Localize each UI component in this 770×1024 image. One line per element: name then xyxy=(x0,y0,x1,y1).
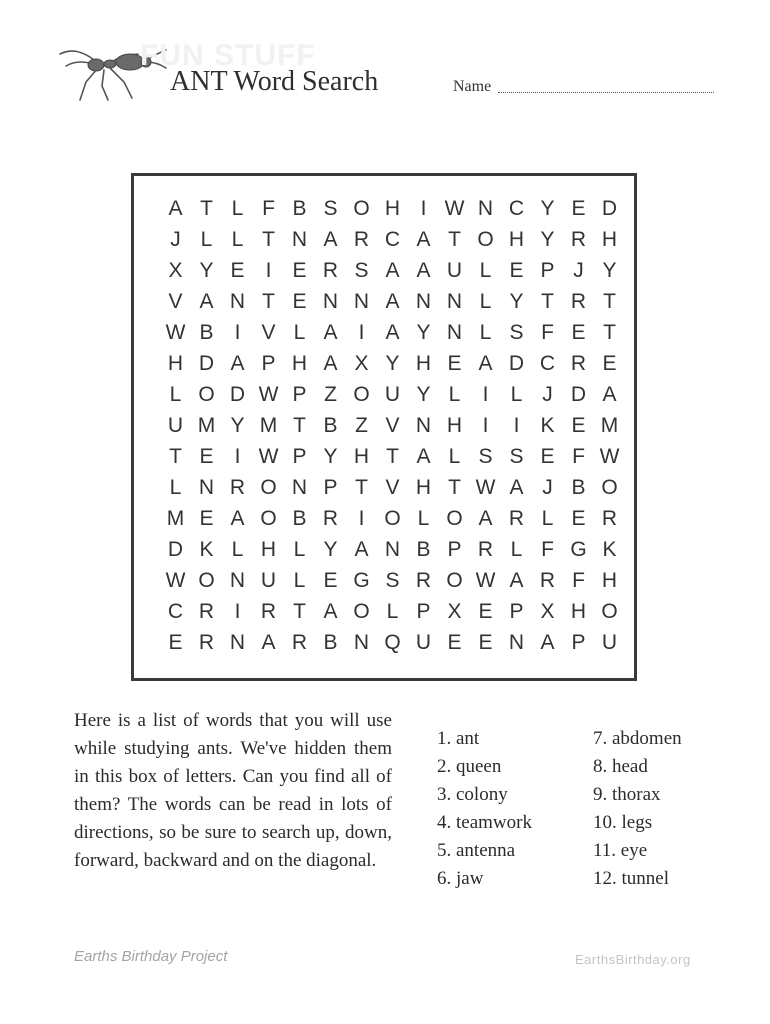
grid-letter[interactable]: I xyxy=(234,445,241,468)
word-list-item: 6. jaw xyxy=(437,868,484,889)
grid-letter[interactable]: J xyxy=(573,259,584,282)
grid-letter[interactable]: M xyxy=(259,414,278,437)
grid-letter[interactable]: Y xyxy=(323,445,338,468)
grid-letter[interactable]: H xyxy=(353,445,370,468)
grid-letter[interactable]: R xyxy=(415,569,432,592)
grid-row xyxy=(160,565,625,596)
grid-letter[interactable]: R xyxy=(291,631,308,654)
grid-letter[interactable]: T xyxy=(200,197,213,220)
grid-letter[interactable]: G xyxy=(353,569,370,592)
grid-letter[interactable]: S xyxy=(478,445,493,468)
grid-letter[interactable]: P xyxy=(323,476,338,499)
grid-letter[interactable]: T xyxy=(262,290,275,313)
instructions-paragraph: Here is a list of words that you will use while studying ants. We've hidden them in this box of letters. Can you find all of them? The words can be read in lots of directions, so be sure to search up, down, forward, backward and on the diagonal. xyxy=(74,710,392,871)
word-list-item: 3. colony xyxy=(437,784,508,805)
grid-letter[interactable]: V xyxy=(385,414,400,437)
name-field-line[interactable] xyxy=(498,92,714,93)
grid-letter[interactable]: U xyxy=(260,569,277,592)
grid-letter[interactable]: H xyxy=(415,476,432,499)
grid-letter[interactable]: P xyxy=(416,600,431,623)
grid-letter[interactable]: M xyxy=(197,414,216,437)
grid-letter[interactable]: I xyxy=(482,383,489,406)
grid-letter[interactable]: T xyxy=(541,290,554,313)
grid-letter[interactable]: W xyxy=(475,569,496,592)
section-tag: FUN STUFF xyxy=(140,39,316,72)
grid-letter[interactable]: Y xyxy=(199,259,214,282)
grid-letter[interactable]: D xyxy=(198,352,215,375)
grid-letter[interactable]: R xyxy=(508,507,525,530)
grid-letter[interactable]: Y xyxy=(416,321,431,344)
grid-letter[interactable]: E xyxy=(571,197,586,220)
grid-letter[interactable]: B xyxy=(323,414,338,437)
grid-letter[interactable]: E xyxy=(571,507,586,530)
grid-letter[interactable]: N xyxy=(291,228,308,251)
grid-row xyxy=(160,441,625,472)
grid-letter[interactable]: A xyxy=(385,259,400,282)
grid-letter[interactable]: T xyxy=(293,414,306,437)
grid-letter[interactable]: E xyxy=(292,290,307,313)
grid-letter[interactable]: L xyxy=(479,290,492,313)
grid-letter[interactable]: C xyxy=(508,197,525,220)
grid-letter[interactable]: I xyxy=(234,600,241,623)
grid-letter[interactable]: J xyxy=(542,383,553,406)
grid-letter[interactable]: L xyxy=(386,600,399,623)
word-list-item: 1. ant xyxy=(437,728,480,749)
grid-letter[interactable]: I xyxy=(482,414,489,437)
footer-logo-text: Earths Birthday Project xyxy=(74,948,228,965)
grid-letter[interactable]: A xyxy=(509,476,524,499)
grid-letter[interactable]: X xyxy=(354,352,369,375)
grid-letter[interactable]: K xyxy=(602,538,617,561)
grid-row xyxy=(160,286,625,317)
grid-letter[interactable]: N xyxy=(415,414,432,437)
grid-letter[interactable]: T xyxy=(355,476,368,499)
grid-letter[interactable]: B xyxy=(416,538,431,561)
grid-letter[interactable]: M xyxy=(166,507,185,530)
grid-letter[interactable]: D xyxy=(167,538,184,561)
grid-row xyxy=(160,255,625,286)
grid-letter[interactable]: U xyxy=(415,631,432,654)
grid-letter[interactable]: L xyxy=(293,569,306,592)
grid-letter[interactable]: D xyxy=(601,197,618,220)
grid-letter[interactable]: N xyxy=(229,290,246,313)
word-list-item: 7. abdomen xyxy=(593,728,682,749)
grid-letter[interactable]: W xyxy=(599,445,620,468)
grid-letter[interactable]: A xyxy=(199,290,214,313)
grid-letter[interactable]: G xyxy=(570,538,587,561)
grid-letter[interactable]: U xyxy=(167,414,184,437)
grid-letter[interactable]: E xyxy=(478,600,493,623)
grid-letter[interactable]: A xyxy=(230,352,245,375)
grid-letter[interactable]: K xyxy=(199,538,214,561)
grid-letter[interactable]: B xyxy=(323,631,338,654)
grid-letter[interactable]: L xyxy=(231,538,244,561)
grid-letter[interactable]: O xyxy=(353,197,370,220)
grid-letter[interactable]: S xyxy=(354,259,369,282)
grid-letter[interactable]: I xyxy=(265,259,272,282)
grid-letter[interactable]: N xyxy=(415,290,432,313)
grid-letter[interactable]: O xyxy=(446,569,463,592)
grid-letter[interactable]: Y xyxy=(602,259,617,282)
grid-letter[interactable]: R xyxy=(198,631,215,654)
grid-letter[interactable]: L xyxy=(479,321,492,344)
grid-letter[interactable]: L xyxy=(200,228,213,251)
grid-letter[interactable]: I xyxy=(358,507,365,530)
grid-letter[interactable]: T xyxy=(448,476,461,499)
grid-letter[interactable]: R xyxy=(260,600,277,623)
grid-letter[interactable]: A xyxy=(509,569,524,592)
grid-letter[interactable]: N xyxy=(477,197,494,220)
grid-letter[interactable]: F xyxy=(572,569,585,592)
grid-letter[interactable]: Q xyxy=(384,631,401,654)
grid-letter[interactable]: H xyxy=(260,538,277,561)
grid-letter[interactable]: L xyxy=(231,197,244,220)
grid-letter[interactable]: E xyxy=(292,259,307,282)
grid-letter[interactable]: U xyxy=(384,383,401,406)
grid-letter[interactable]: Z xyxy=(324,383,337,406)
grid-letter[interactable]: W xyxy=(258,383,279,406)
grid-letter[interactable]: N xyxy=(353,290,370,313)
grid-letter[interactable]: H xyxy=(601,569,618,592)
grid-letter[interactable]: W xyxy=(165,569,186,592)
grid-letter[interactable]: A xyxy=(354,538,369,561)
word-list-item: 2. queen xyxy=(437,756,502,777)
grid-letter[interactable]: P xyxy=(540,259,555,282)
grid-letter[interactable]: N xyxy=(198,476,215,499)
grid-letter[interactable]: E xyxy=(571,321,586,344)
grid-letter[interactable]: S xyxy=(509,321,524,344)
grid-letter[interactable]: I xyxy=(513,414,520,437)
grid-letter[interactable]: C xyxy=(384,228,401,251)
grid-letter[interactable]: E xyxy=(199,507,214,530)
grid-letter[interactable]: T xyxy=(293,600,306,623)
grid-letter[interactable]: Z xyxy=(355,414,368,437)
grid-row xyxy=(160,596,625,627)
grid-letter[interactable]: R xyxy=(570,228,587,251)
grid-letter[interactable]: H xyxy=(167,352,184,375)
grid-letter[interactable]: A xyxy=(478,352,493,375)
grid-letter[interactable]: L xyxy=(541,507,554,530)
grid-letter[interactable]: O xyxy=(477,228,494,251)
grid-letter[interactable]: H xyxy=(570,600,587,623)
grid-letter[interactable]: E xyxy=(230,259,245,282)
grid-letter[interactable]: N xyxy=(384,538,401,561)
grid-letter[interactable]: L xyxy=(510,383,523,406)
grid-letter[interactable]: X xyxy=(168,259,183,282)
grid-letter[interactable]: S xyxy=(385,569,400,592)
grid-row xyxy=(160,193,625,224)
name-label: Name xyxy=(453,78,492,95)
grid-letter[interactable]: L xyxy=(417,507,430,530)
grid-letter[interactable]: T xyxy=(603,290,616,313)
grid-letter[interactable]: D xyxy=(570,383,587,406)
grid-letter[interactable]: A xyxy=(385,290,400,313)
grid-letter[interactable]: D xyxy=(508,352,525,375)
grid-letter[interactable]: S xyxy=(323,197,338,220)
grid-letter[interactable]: L xyxy=(169,476,182,499)
word-list-item: 9. thorax xyxy=(593,784,661,805)
grid-letter[interactable]: P xyxy=(292,383,307,406)
grid-letter[interactable]: N xyxy=(291,476,308,499)
grid-letter[interactable]: E xyxy=(602,352,617,375)
grid-letter[interactable]: Y xyxy=(323,538,338,561)
grid-letter[interactable]: H xyxy=(291,352,308,375)
grid-row xyxy=(160,472,625,503)
grid-letter[interactable]: L xyxy=(293,538,306,561)
grid-letter[interactable]: R xyxy=(570,352,587,375)
grid-letter[interactable]: T xyxy=(386,445,399,468)
grid-row xyxy=(160,534,625,565)
grid-letter[interactable]: P xyxy=(292,445,307,468)
grid-letter[interactable]: L xyxy=(293,321,306,344)
grid-row xyxy=(160,503,625,534)
grid-letter[interactable]: R xyxy=(353,228,370,251)
grid-letter[interactable]: F xyxy=(262,197,275,220)
grid-letter[interactable]: A xyxy=(323,600,338,623)
grid-letter[interactable]: R xyxy=(477,538,494,561)
grid-letter[interactable]: H xyxy=(601,228,618,251)
grid-letter[interactable]: O xyxy=(260,476,277,499)
grid-letter[interactable]: E xyxy=(447,352,462,375)
grid-letter[interactable]: Y xyxy=(385,352,400,375)
grid-letter[interactable]: T xyxy=(169,445,182,468)
grid-letter[interactable]: K xyxy=(540,414,555,437)
grid-letter[interactable]: N xyxy=(508,631,525,654)
grid-letter[interactable]: E xyxy=(540,445,555,468)
grid-letter[interactable]: U xyxy=(446,259,463,282)
grid-letter[interactable]: O xyxy=(446,507,463,530)
grid-letter[interactable]: A xyxy=(323,228,338,251)
page-header xyxy=(0,0,770,120)
grid-letter[interactable]: T xyxy=(603,321,616,344)
grid-letter[interactable]: H xyxy=(446,414,463,437)
grid-letter[interactable]: W xyxy=(444,197,465,220)
grid-letter[interactable]: Y xyxy=(230,414,245,437)
grid-letter[interactable]: L xyxy=(479,259,492,282)
grid-letter[interactable]: Y xyxy=(540,228,555,251)
grid-letter[interactable]: R xyxy=(198,600,215,623)
grid-row xyxy=(160,348,625,379)
grid-letter[interactable]: N xyxy=(446,290,463,313)
grid-letter[interactable]: P xyxy=(447,538,462,561)
grid-letter[interactable]: N xyxy=(446,321,463,344)
grid-letter[interactable]: L xyxy=(231,228,244,251)
grid-letter[interactable]: E xyxy=(447,631,462,654)
grid-letter[interactable]: H xyxy=(415,352,432,375)
grid-letter[interactable]: P xyxy=(509,600,524,623)
grid-letter[interactable]: O xyxy=(353,383,370,406)
grid-letter[interactable]: E xyxy=(478,631,493,654)
grid-letter[interactable]: O xyxy=(601,476,618,499)
grid-letter[interactable]: N xyxy=(322,290,339,313)
grid-letter[interactable]: T xyxy=(262,228,275,251)
grid-letter[interactable]: C xyxy=(539,352,556,375)
grid-letter[interactable]: C xyxy=(167,600,184,623)
grid-letter[interactable]: X xyxy=(540,600,555,623)
grid-row xyxy=(160,627,625,658)
grid-letter[interactable]: U xyxy=(601,631,618,654)
grid-letter[interactable]: R xyxy=(322,259,339,282)
grid-letter[interactable]: E xyxy=(571,414,586,437)
grid-letter[interactable]: J xyxy=(542,476,553,499)
grid-letter[interactable]: A xyxy=(416,259,431,282)
grid-letter[interactable]: L xyxy=(169,383,182,406)
grid-letter[interactable]: N xyxy=(229,569,246,592)
grid-letter[interactable]: L xyxy=(448,445,461,468)
grid-letter[interactable]: A xyxy=(323,321,338,344)
grid-letter[interactable]: B xyxy=(292,197,307,220)
grid-letter[interactable]: R xyxy=(601,507,618,530)
grid-letter[interactable]: Y xyxy=(416,383,431,406)
grid-letter[interactable]: B xyxy=(292,507,307,530)
grid-letter[interactable]: B xyxy=(199,321,214,344)
grid-letter[interactable]: P xyxy=(261,352,276,375)
word-list-item: 10. legs xyxy=(593,812,653,833)
grid-letter[interactable]: I xyxy=(420,197,427,220)
grid-letter[interactable]: R xyxy=(229,476,246,499)
grid-letter[interactable]: R xyxy=(570,290,587,313)
grid-letter[interactable]: W xyxy=(475,476,496,499)
grid-letter[interactable]: O xyxy=(260,507,277,530)
grid-letter[interactable]: V xyxy=(261,321,276,344)
grid-letter[interactable]: S xyxy=(509,445,524,468)
grid-letter[interactable]: A xyxy=(478,507,493,530)
footer-url: EarthsBirthday.org xyxy=(575,952,691,967)
grid-letter[interactable]: A xyxy=(602,383,617,406)
grid-letter[interactable]: X xyxy=(447,600,462,623)
grid-letter[interactable]: A xyxy=(416,228,431,251)
word-list-column-1 xyxy=(437,725,532,893)
grid-letter[interactable]: R xyxy=(322,507,339,530)
grid-letter[interactable]: F xyxy=(572,445,585,468)
grid-letter[interactable]: A xyxy=(540,631,555,654)
grid-row xyxy=(160,224,625,255)
grid-letter[interactable]: Y xyxy=(540,197,555,220)
grid-letter[interactable]: W xyxy=(165,321,186,344)
grid-letter[interactable]: A xyxy=(168,197,183,220)
grid-letter[interactable]: V xyxy=(168,290,183,313)
grid-letter[interactable]: F xyxy=(541,321,554,344)
grid-letter[interactable]: O xyxy=(198,569,215,592)
grid-letter[interactable]: M xyxy=(600,414,619,437)
grid-letter[interactable]: O xyxy=(601,600,618,623)
word-list-item: 8. head xyxy=(593,756,648,777)
grid-row xyxy=(160,410,625,441)
grid-letter[interactable]: A xyxy=(323,352,338,375)
grid-letter[interactable]: R xyxy=(539,569,556,592)
grid-letter[interactable]: A xyxy=(261,631,276,654)
word-list-column-2 xyxy=(593,725,682,893)
grid-letter[interactable]: A xyxy=(416,445,431,468)
grid-letter[interactable]: L xyxy=(510,538,523,561)
grid-letter[interactable]: V xyxy=(385,476,400,499)
grid-letter[interactable]: N xyxy=(353,631,370,654)
word-search-grid xyxy=(131,173,637,681)
grid-letter[interactable]: A xyxy=(385,321,400,344)
grid-letter[interactable]: Y xyxy=(509,290,524,313)
grid-letter[interactable]: B xyxy=(571,476,586,499)
word-list-item: 12. tunnel xyxy=(593,868,669,889)
word-list-item: 4. teamwork xyxy=(437,812,532,833)
grid-letter[interactable]: H xyxy=(384,197,401,220)
grid-letter[interactable]: N xyxy=(229,631,246,654)
grid-letter[interactable]: I xyxy=(234,321,241,344)
grid-letter[interactable]: O xyxy=(198,383,215,406)
grid-letter[interactable]: W xyxy=(258,445,279,468)
grid-letter[interactable]: P xyxy=(571,631,586,654)
word-list-item: 11. eye xyxy=(593,840,648,861)
grid-row xyxy=(160,379,625,410)
grid-letter[interactable]: E xyxy=(323,569,338,592)
grid-letter[interactable]: F xyxy=(541,538,554,561)
grid-letter[interactable]: E xyxy=(168,631,183,654)
grid-letter[interactable]: L xyxy=(448,383,461,406)
grid-letter[interactable]: J xyxy=(170,228,181,251)
page-title: ANT Word Search xyxy=(170,66,379,97)
word-list-item: 5. antenna xyxy=(437,840,516,861)
grid-letter[interactable]: E xyxy=(199,445,214,468)
grid-letter[interactable]: D xyxy=(229,383,246,406)
grid-letter[interactable]: T xyxy=(448,228,461,251)
grid-letter[interactable]: A xyxy=(230,507,245,530)
grid-letter[interactable]: H xyxy=(508,228,525,251)
grid-letter[interactable]: E xyxy=(509,259,524,282)
grid-row xyxy=(160,317,625,348)
grid-letter[interactable]: O xyxy=(384,507,401,530)
grid-letter[interactable]: O xyxy=(353,600,370,623)
grid-letter[interactable]: I xyxy=(358,321,365,344)
